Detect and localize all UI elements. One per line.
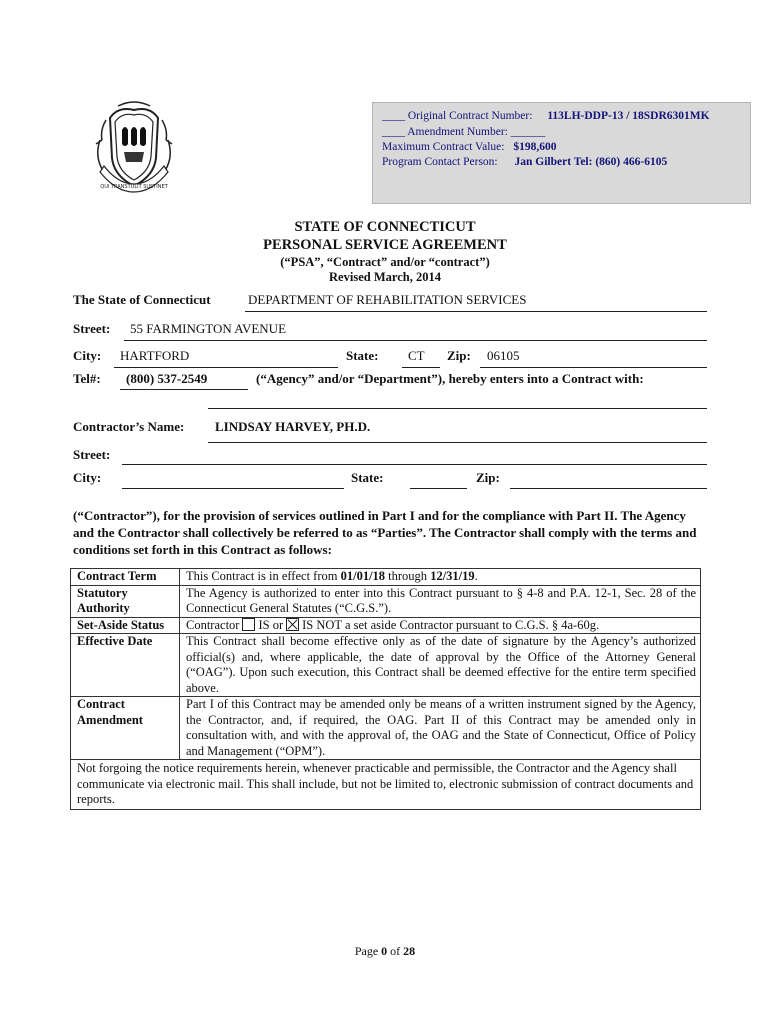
- agency-street: 55 FARMINGTON AVENUE: [130, 321, 287, 336]
- page-of: of: [387, 944, 404, 958]
- contractor-state-label: State:: [351, 470, 384, 485]
- statutory-authority-label: Statutory Authority: [71, 585, 180, 617]
- title-revised: Revised March, 2014: [329, 270, 441, 284]
- table-row: [71, 617, 701, 634]
- agency-street-label: Street:: [73, 321, 111, 336]
- agency-zip-label: Zip:: [447, 348, 471, 363]
- term-text: This Contract is in effect from: [186, 569, 341, 583]
- contractor-name-label: Contractor’s Name:: [73, 419, 185, 434]
- set-aside-contractor-text: Contractor: [186, 617, 240, 632]
- set-aside-status-value: [180, 617, 701, 634]
- table-row: [71, 634, 701, 697]
- contractor-city-label: City:: [73, 470, 102, 485]
- agency-state-line: [402, 367, 440, 368]
- contractor-state-line: [410, 488, 467, 489]
- agency-contract-text: (“Agency” and/or “Department”), hereby enters into a Contract with:: [256, 371, 644, 386]
- contractor-zip-line: [510, 488, 707, 489]
- term-through: through: [385, 569, 431, 583]
- max-contract-value: $198,600: [513, 141, 557, 153]
- page-total: 28: [403, 944, 416, 958]
- title-psa: (“PSA”, “Contract” and/or “contract”): [280, 255, 490, 269]
- agency-tel-line: [120, 389, 248, 390]
- agency-city-label: City:: [73, 348, 102, 363]
- agency-zip-line: [480, 367, 707, 368]
- table-row: [71, 697, 701, 760]
- page-label: Page: [354, 944, 382, 958]
- svg-text:QUI TRANSTULIT SUSTINET: QUI TRANSTULIT SUSTINET: [100, 184, 168, 190]
- term-end-date: 12/31/19: [430, 569, 475, 583]
- term-start-date: 01/01/18: [340, 569, 386, 583]
- effective-date-value: This Contract shall become effective only as of the date of signature by the Agency’s authorized official(s) and, where applicable, the date of approval by the Office of the Attorney General (“OAG”). Upon such execution, this Contract shall be deemed effective for the entire term specified above.: [180, 634, 701, 697]
- agency-spacer-line: [208, 408, 707, 409]
- program-contact-value: Jan Gilbert Tel: (860) 466-6105: [514, 156, 668, 168]
- original-contract-label: ____ Original Contract Number:: [382, 110, 533, 122]
- set-aside-is-text: IS or: [258, 617, 284, 632]
- agency-state-label: State:: [346, 348, 379, 363]
- effective-date-label: Effective Date: [71, 634, 180, 697]
- contract-term-label: Contract Term: [71, 569, 180, 586]
- agency-tel-label: Tel#:: [73, 371, 101, 386]
- program-contact-label: Program Contact Person:: [382, 156, 498, 168]
- contractor-street-line: [122, 464, 707, 465]
- table-row: [71, 760, 701, 810]
- agency-state: CT: [408, 348, 425, 363]
- agency-tel: (800) 537-2549: [126, 371, 208, 386]
- is-not-checkbox-checked[interactable]: [286, 618, 299, 631]
- contract-term-value: [180, 569, 701, 586]
- original-contract-number: 113LH-DDP-13 / 18SDR6301MK: [547, 110, 710, 122]
- title-state: STATE OF CONNECTICUT: [294, 219, 476, 235]
- state-seal-logo: [88, 100, 180, 194]
- contractor-name: LINDSAY HARVEY, PH.D.: [215, 419, 371, 434]
- agency-city-line: [114, 367, 338, 368]
- page-number: [0, 944, 770, 959]
- max-contract-value-label: Maximum Contract Value:: [382, 141, 505, 153]
- department-line: [245, 311, 707, 312]
- contractor-name-line: [208, 442, 707, 443]
- title-agreement: PERSONAL SERVICE AGREEMENT: [263, 237, 507, 253]
- table-row: [71, 569, 701, 586]
- contract-amendment-label: Contract Amendment: [71, 697, 180, 760]
- contract-info-box: [372, 102, 751, 204]
- agency-city: HARTFORD: [120, 348, 190, 363]
- state-of-connecticut-label: The State of Connecticut: [73, 292, 211, 307]
- term-period: .: [474, 569, 478, 583]
- department-name: DEPARTMENT OF REHABILITATION SERVICES: [248, 292, 527, 307]
- amendment-number-label: ____ Amendment Number: ______: [382, 126, 546, 138]
- is-checkbox[interactable]: [242, 618, 255, 631]
- statutory-authority-value: The Agency is authorized to enter into this Contract pursuant to § 4-8 and P.A. 12-1, Sec. 28 of the Connecticut General Statutes (“C.G.S.”).: [180, 585, 701, 617]
- agency-street-line: [124, 340, 707, 341]
- contract-amendment-value: Part I of this Contract may be amended only be means of a written instrument signed by the Agency, the Contractor, and, if required, the OAG. Part II of this Contract may be amended only in consultation with, and with the approval of, the OAG and the State of Connecticut, Office of Policy and Management (“OPM”).: [180, 697, 701, 760]
- contractor-city-line: [122, 488, 344, 489]
- table-row: [71, 585, 701, 617]
- contract-terms-table: [70, 568, 701, 810]
- electronic-notice-text: Not forgoing the notice requirements herein, whenever practicable and permissible, the Contractor and the Agency shall communicate via electronic mail. This shall include, but not be limited to, electronic submission of contract documents and reports.: [71, 760, 701, 810]
- intro-paragraph: (“Contractor”), for the provision of services outlined in Part I and for the compliance with Part II. The Agency and the Contractor shall collectively be referred to as “Parties”. The Contractor shall comply with the terms and conditions set forth in this Contract as follows:: [73, 508, 697, 557]
- agency-zip: 06105: [487, 348, 520, 363]
- set-aside-status-label: Set-Aside Status: [71, 617, 180, 634]
- page-current: 0: [381, 944, 388, 958]
- contractor-street-label: Street:: [73, 447, 111, 462]
- set-aside-is-not-text: IS NOT a set aside Contractor pursuant to C.G.S. § 4a-60g.: [302, 617, 600, 632]
- contractor-zip-label: Zip:: [476, 470, 500, 485]
